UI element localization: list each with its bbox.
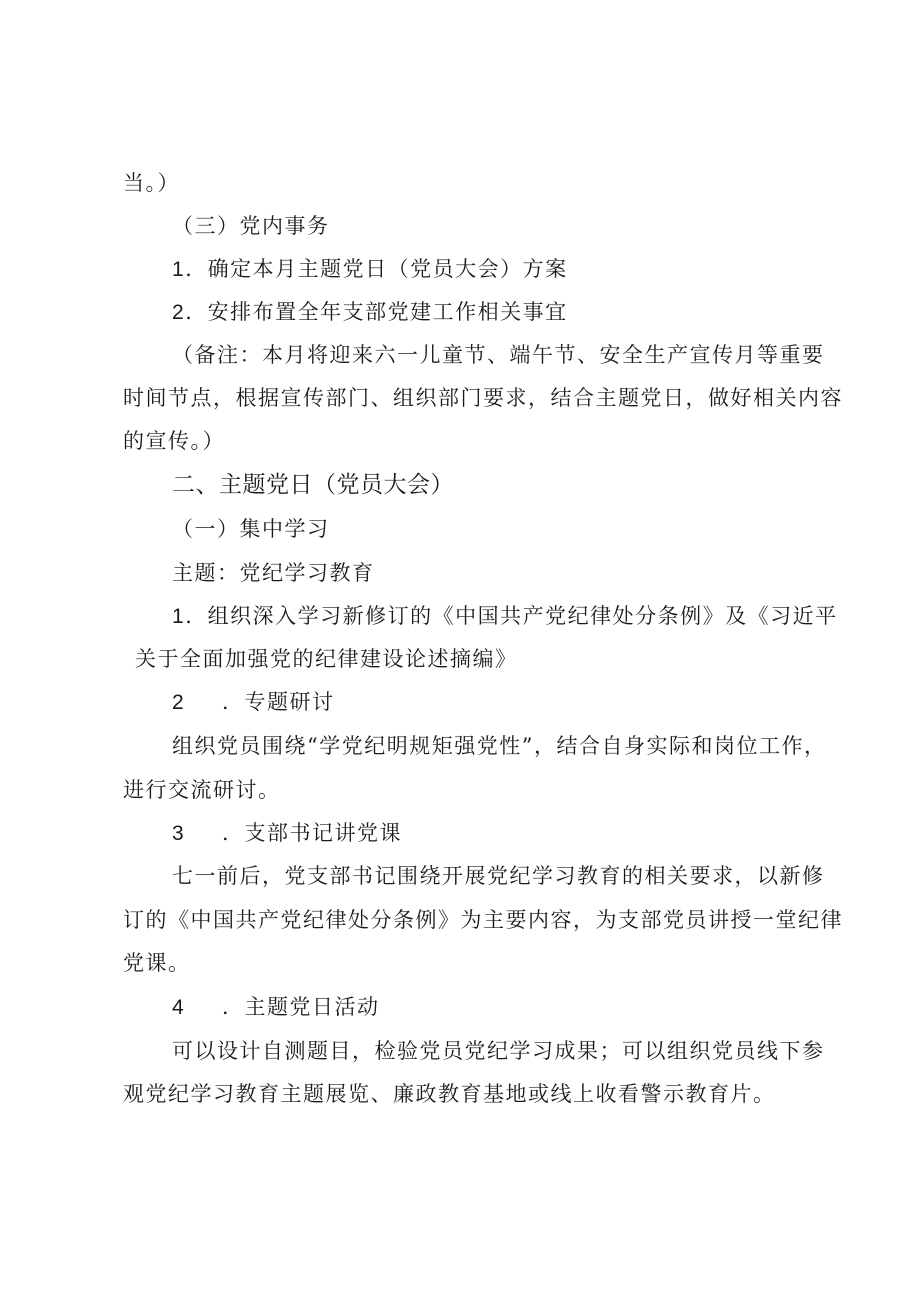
item-number: 3	[172, 822, 186, 845]
item-text: ．主题党日活动	[222, 995, 380, 1019]
item-number: 1	[172, 258, 186, 281]
list-item	[172, 992, 380, 1023]
section-3-title: （三）党内事务	[172, 214, 330, 238]
item-number: 2	[172, 691, 186, 714]
body-line: 进行交流研讨。	[123, 778, 281, 802]
subsection-title: （一）集中学习	[172, 517, 330, 541]
note-line: 的宣传。）	[123, 429, 225, 453]
list-item	[172, 818, 402, 849]
list-item	[172, 687, 335, 718]
list-item	[172, 254, 568, 285]
item-text: ．支部书记讲党课	[222, 821, 402, 845]
item-text: ．确定本月主题党日（党员大会）方案	[185, 257, 568, 281]
note-line: （备注：本月将迎来六一儿童节、端午节、安全生产宣传月等重要	[172, 343, 825, 367]
list-item	[172, 601, 838, 632]
paragraph-end: 当。）	[123, 171, 180, 195]
item-number: 2	[172, 301, 186, 324]
theme-line: 主题：党纪学习教育	[172, 561, 375, 585]
body-line: 观党纪学习教育主题展览、廉政教育基地或线上收看警示教育片。	[123, 1082, 776, 1106]
section-heading: 二、主题党日（党员大会）	[172, 472, 454, 498]
item-text: ．专题研讨	[222, 690, 335, 714]
item-number: 4	[172, 996, 186, 1019]
note-line: 时间节点，根据宣传部门、组织部门要求，结合主题党日，做好相关内容	[123, 386, 843, 410]
item-text: ．组织深入学习新修订的《中国共产党纪律处分条例》及《习近平	[185, 604, 838, 628]
item-text: ．安排布置全年支部党建工作相关事宜	[185, 300, 568, 324]
list-item	[172, 297, 568, 328]
body-line: 组织党员围绕“学党纪明规矩强党性”，结合自身实际和岗位工作，	[172, 734, 827, 758]
body-line: 可以设计自测题目，检验党员党纪学习成果；可以组织党员线下参	[172, 1039, 825, 1063]
item-number: 1	[172, 605, 186, 628]
body-line: 订的《中国共产党纪律处分条例》为主要内容，为支部党员讲授一堂纪律	[123, 908, 843, 932]
item-continuation: 关于全面加强党的纪律建设论述摘编》	[135, 647, 518, 671]
body-line: 七一前后，党支部书记围绕开展党纪学习教育的相关要求，以新修	[172, 864, 825, 888]
body-line: 党课。	[123, 951, 191, 975]
